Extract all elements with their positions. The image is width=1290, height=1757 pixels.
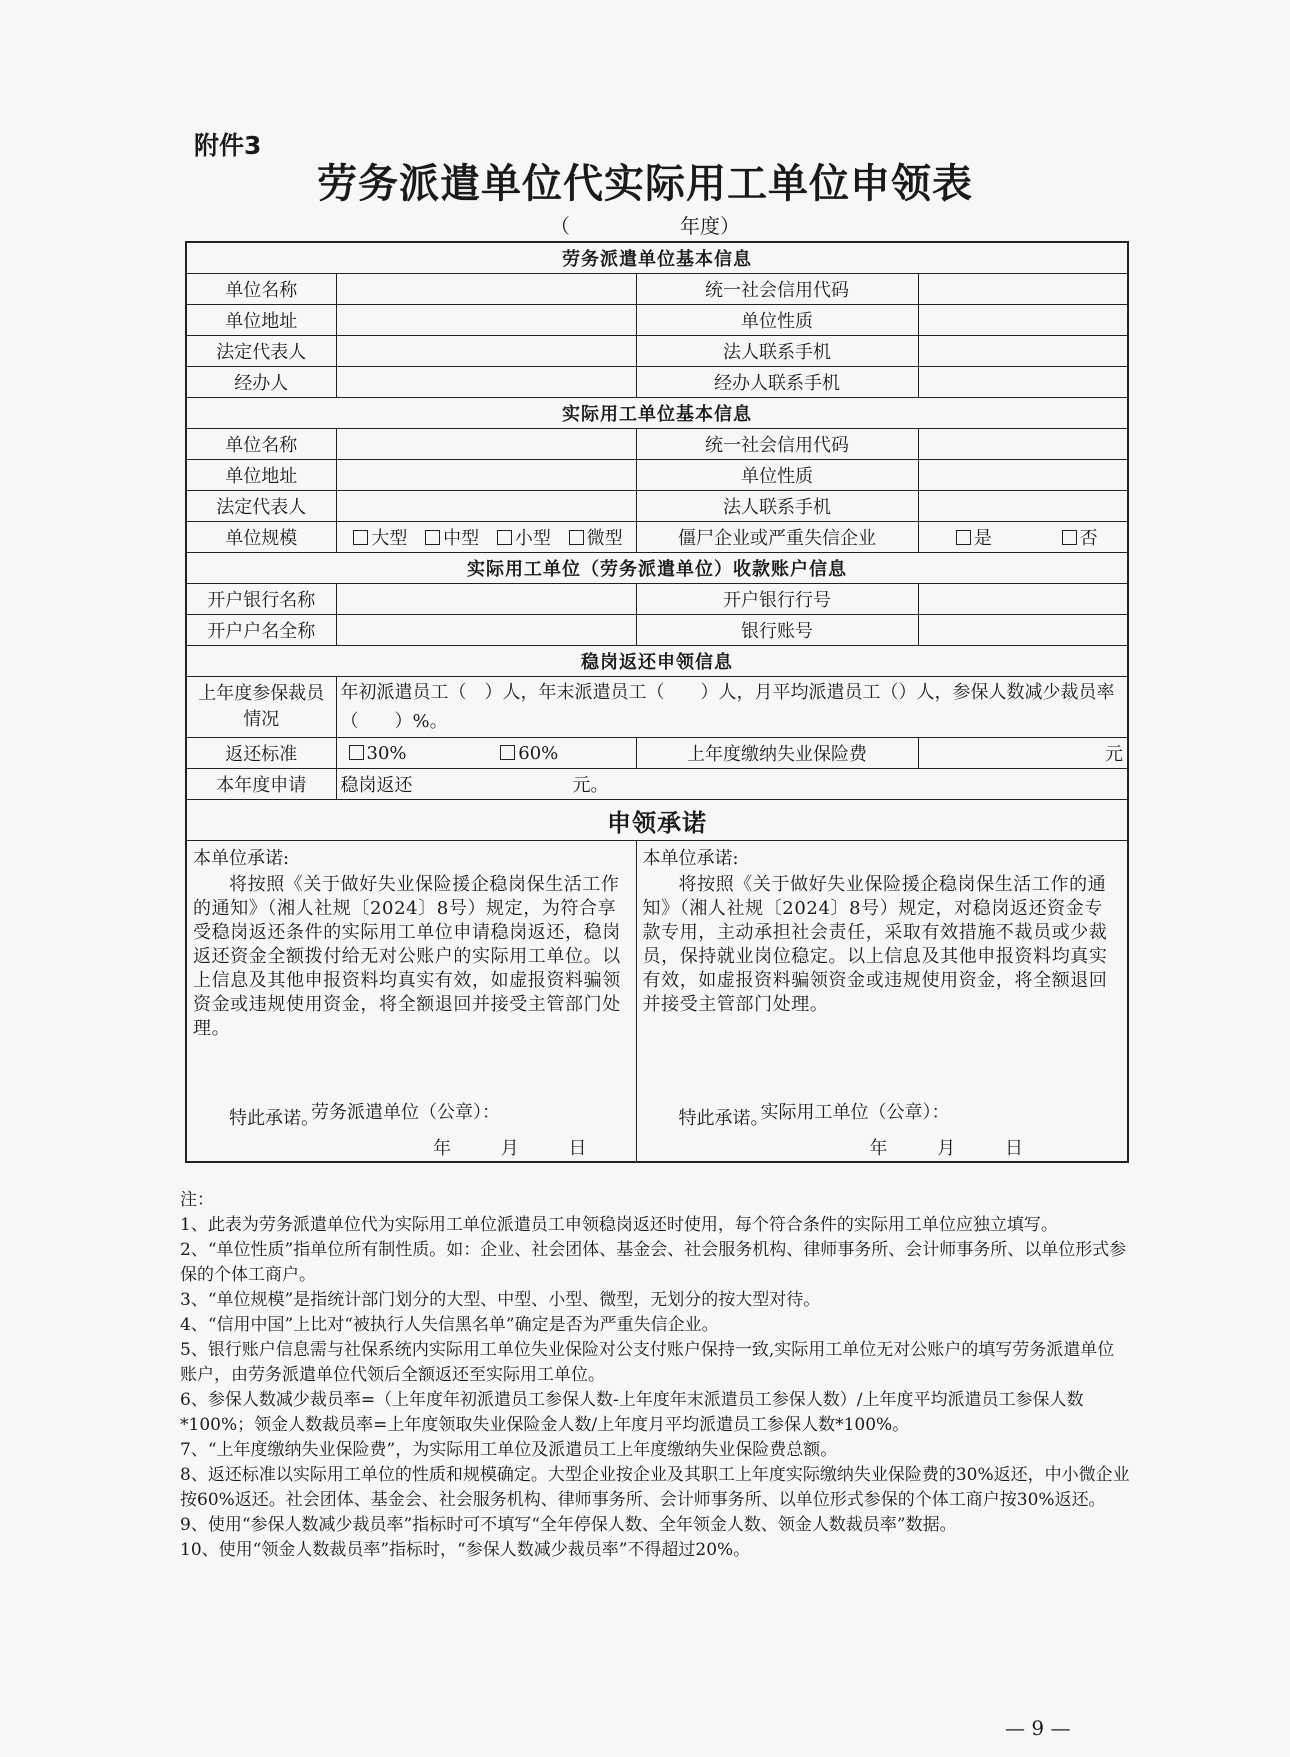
field-label: 银行账号 bbox=[636, 615, 918, 646]
apply-unit: 元。 bbox=[572, 775, 609, 796]
pledge-right-end: 特此承诺。 bbox=[678, 1108, 769, 1129]
pledge-left-cell bbox=[186, 841, 636, 1163]
table-row bbox=[186, 738, 1128, 769]
field-input[interactable] bbox=[336, 615, 636, 646]
note-item: 3、“单位规模”是指统计部门划分的大型、中型、小型、微型，无划分的按大型对待。 bbox=[180, 1290, 821, 1310]
field-input[interactable] bbox=[336, 305, 636, 336]
table-row bbox=[186, 305, 1128, 336]
pledge-right-date: 年 月 日 bbox=[869, 1138, 1023, 1159]
table-row bbox=[186, 522, 1128, 553]
scale-options bbox=[336, 522, 636, 553]
fee-unit: 元 bbox=[1105, 744, 1123, 765]
table-row bbox=[186, 769, 1128, 800]
section4-title: 稳岗返还申领信息 bbox=[186, 646, 1128, 677]
field-label: 返还标准 bbox=[186, 738, 336, 769]
lastyear-layoff-text[interactable]: 年初派遣员工（ ）人，年末派遣员工（ ）人，月平均派遣员工（）人，参保人数减少裁员率（ ）%。 bbox=[336, 677, 1128, 738]
field-input[interactable] bbox=[918, 491, 1128, 522]
field-input[interactable] bbox=[918, 584, 1128, 615]
note-item: 10、使用“领金人数裁员率”指标时，“参保人数减少裁员率”不得超过20%。 bbox=[180, 1540, 751, 1560]
field-label: 单位性质 bbox=[636, 460, 918, 491]
field-label: 开户户名全称 bbox=[186, 615, 336, 646]
field-input[interactable] bbox=[336, 491, 636, 522]
section-header-row bbox=[186, 646, 1128, 677]
option-label: 微型 bbox=[586, 528, 623, 549]
field-input[interactable] bbox=[918, 429, 1128, 460]
field-label: 单位性质 bbox=[636, 305, 918, 336]
field-label: 法定代表人 bbox=[186, 336, 336, 367]
field-label: 单位地址 bbox=[186, 305, 336, 336]
pledge-row bbox=[186, 841, 1128, 1163]
field-label: 法人联系手机 bbox=[636, 491, 918, 522]
field-label: 经办人 bbox=[186, 367, 336, 398]
pledge-title: 申领承诺 bbox=[186, 800, 1128, 841]
section3-title: 实际用工单位（劳务派遣单位）收款账户信息 bbox=[186, 553, 1128, 584]
option-label: 否 bbox=[1079, 528, 1098, 549]
pledge-right-head: 本单位承诺: bbox=[642, 848, 739, 869]
table-row bbox=[186, 429, 1128, 460]
page-number: — 9 — bbox=[1005, 1716, 1071, 1740]
field-input[interactable] bbox=[918, 336, 1128, 367]
note-item: 1、此表为劳务派遣单位代为实际用工单位派遣员工申领稳岗返还时使用，每个符合条件的实际用工单位应独立填写。 bbox=[180, 1215, 1058, 1235]
section-header-row bbox=[186, 553, 1128, 584]
option-label: 是 bbox=[973, 528, 992, 549]
checkbox-30[interactable] bbox=[349, 745, 364, 760]
field-input[interactable] bbox=[336, 336, 636, 367]
field-label: 单位名称 bbox=[186, 429, 336, 460]
checkbox-no[interactable] bbox=[1062, 530, 1077, 545]
field-input[interactable] bbox=[918, 305, 1128, 336]
checkbox-60[interactable] bbox=[500, 745, 515, 760]
option-label: 60% bbox=[518, 742, 559, 764]
note-item: 6、参保人数减少裁员率=（上年度年初派遣员工参保人数-上年度年末派遣员工参保人数）/上年度平均派遣员工参保人数*100%；领金人数裁员率=上年度领取失业保险金人数/上年度月平均派遣员工参保人数*100%。 bbox=[180, 1390, 1084, 1435]
notes-section bbox=[180, 1188, 1130, 1563]
pledge-left-end: 特此承诺。 bbox=[229, 1108, 319, 1129]
pledge-left-text: 将按照《关于做好失业保险援企稳岗保生活工作的通知》（湘人社规〔2024〕8号）规定，为符合享受稳岗返还条件的实际用工单位申请稳岗返还，稳岗返还资金全额拨付给无对公账户的实际用工单位。以上信息及其他申报资料均真实有效，如虚报资料骗领资金或违规使用资金，将全额退回并接受主管部门处理。 bbox=[193, 874, 621, 1039]
year-open-paren: （ bbox=[550, 214, 570, 238]
form-title: 劳务派遣单位代实际用工单位申领表 bbox=[317, 160, 973, 207]
option-label: 中型 bbox=[443, 528, 480, 549]
table-row bbox=[186, 367, 1128, 398]
field-label: 法人联系手机 bbox=[636, 336, 918, 367]
apply-text: 稳岗返还 bbox=[340, 775, 413, 796]
section-header-row bbox=[186, 800, 1128, 841]
pledge-right-unit: 实际用工单位（公章）： bbox=[760, 1102, 950, 1123]
section-header-row bbox=[186, 398, 1128, 429]
application-form-table bbox=[185, 241, 1129, 1163]
attachment-label: 附件3 bbox=[194, 131, 262, 160]
field-label: 单位规模 bbox=[186, 522, 336, 553]
section2-title: 实际用工单位基本信息 bbox=[186, 398, 1128, 429]
table-row bbox=[186, 491, 1128, 522]
field-input[interactable] bbox=[336, 274, 636, 305]
note-item: 8、返还标准以实际用工单位的性质和规模确定。大型企业按企业及其职工上年度实际缴纳失业保险费的30%返还，中小微企业按60%返还。社会团体、基金会、社会服务机构、律师事务所、会计师事务所、以单位形式参保的个体工商户按30%返还。 bbox=[180, 1465, 1130, 1510]
field-label: 单位地址 bbox=[186, 460, 336, 491]
note-item: 7、“上年度缴纳失业保险费”，为实际用工单位及派遣员工上年度缴纳失业保险费总额。 bbox=[180, 1440, 838, 1460]
table-row bbox=[186, 584, 1128, 615]
field-input[interactable] bbox=[336, 584, 636, 615]
pledge-left-head: 本单位承诺: bbox=[193, 848, 290, 869]
field-label: 本年度申请 bbox=[186, 769, 336, 800]
option-label: 大型 bbox=[371, 528, 408, 549]
table-row bbox=[186, 615, 1128, 646]
field-label: 法定代表人 bbox=[186, 491, 336, 522]
option-label: 30% bbox=[366, 742, 407, 764]
fee-input[interactable] bbox=[918, 738, 1128, 769]
section-header-row bbox=[186, 242, 1128, 274]
section1-title: 劳务派遣单位基本信息 bbox=[186, 242, 1128, 274]
field-input[interactable] bbox=[918, 460, 1128, 491]
table-row bbox=[186, 460, 1128, 491]
field-label: 开户银行行号 bbox=[636, 584, 918, 615]
field-label: 经办人联系手机 bbox=[636, 367, 918, 398]
field-label: 统一社会信用代码 bbox=[636, 274, 918, 305]
pledge-left-unit: 劳务派遣单位（公章）： bbox=[311, 1102, 500, 1123]
table-row bbox=[186, 677, 1128, 738]
checkbox-medium[interactable] bbox=[425, 530, 440, 545]
checkbox-yes[interactable] bbox=[956, 530, 971, 545]
field-label: 统一社会信用代码 bbox=[636, 429, 918, 460]
note-item: 5、银行账户信息需与社保系统内实际用工单位失业保险对公支付账户保持一致,实际用工单位无对公账户的填写劳务派遣单位账户，由劳务派遣单位代领后全额返还至实际用工单位。 bbox=[180, 1340, 1115, 1385]
field-label: 单位名称 bbox=[186, 274, 336, 305]
zombie-options bbox=[918, 522, 1128, 553]
field-input[interactable] bbox=[918, 274, 1128, 305]
field-label: 上年度缴纳失业保险费 bbox=[636, 738, 918, 769]
field-input[interactable] bbox=[918, 615, 1128, 646]
note-item: 2、“单位性质”指单位所有制性质。如：企业、社会团体、基金会、社会服务机构、律师事务所、会计师事务所、以单位形式参保的个体工商户。 bbox=[180, 1240, 1127, 1285]
note-heading: 注： bbox=[180, 1190, 214, 1210]
note-item: 4、“信用中国”上比对“被执行人失信黑名单”确定是否为严重失信企业。 bbox=[180, 1315, 719, 1335]
pledge-right-cell bbox=[636, 841, 1128, 1163]
standard-options bbox=[336, 738, 636, 769]
field-label: 上年度参保裁员情况 bbox=[186, 677, 336, 738]
year-label: 年度） bbox=[680, 214, 740, 238]
table-row bbox=[186, 336, 1128, 367]
pledge-left-date: 年 月 日 bbox=[433, 1138, 587, 1159]
checkbox-large[interactable] bbox=[353, 530, 368, 545]
field-input[interactable] bbox=[336, 460, 636, 491]
field-input[interactable] bbox=[336, 367, 636, 398]
table-row bbox=[186, 274, 1128, 305]
field-input[interactable] bbox=[336, 429, 636, 460]
year-line bbox=[0, 210, 1290, 239]
pledge-right-text: 将按照《关于做好失业保险援企稳岗保生活工作的通知》（湘人社规〔2024〕8号）规定，对稳岗返还资金专款专用，主动承担社会责任，采取有效措施不裁员或少裁员，保持就业岗位稳定。以上信息及其他申报资料均真实有效，如虚报资料骗领资金或违规使用资金，将全额退回并接受主管部门处理。 bbox=[642, 874, 1108, 1015]
option-label: 小型 bbox=[514, 528, 551, 549]
checkbox-micro[interactable] bbox=[569, 530, 584, 545]
note-item: 9、使用“参保人数减少裁员率”指标时可不填写“全年停保人数、全年领金人数、领金人数裁员率”数据。 bbox=[180, 1515, 957, 1535]
field-input[interactable] bbox=[918, 367, 1128, 398]
field-label: 僵尸企业或严重失信企业 bbox=[636, 522, 918, 553]
field-label: 开户银行名称 bbox=[186, 584, 336, 615]
checkbox-small[interactable] bbox=[497, 530, 512, 545]
apply-amount-field[interactable] bbox=[336, 769, 1128, 800]
